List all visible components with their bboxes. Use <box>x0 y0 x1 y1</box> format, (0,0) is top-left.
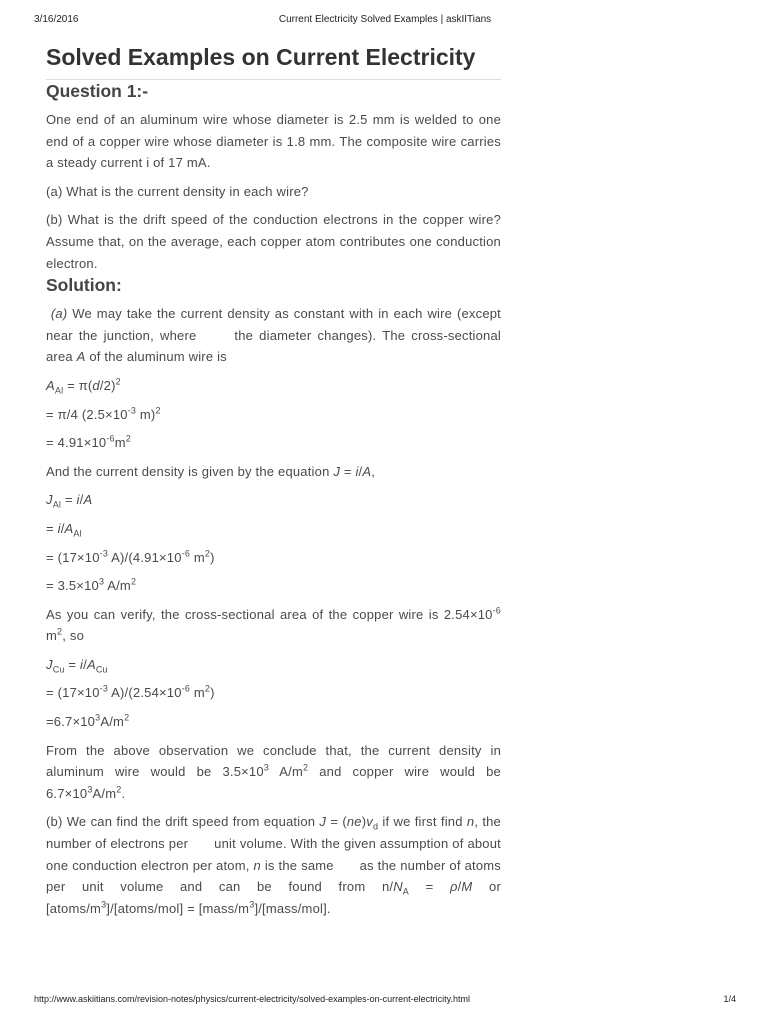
question-part-b: (b) What is the drift speed of the conduction electrons in the copper wire? Assume that, on the average, each copper atom contributes one conduction electron. <box>46 212 501 271</box>
solution-part-a-intro: (a) We may take the current density as constant with in each wire (except near the junction, where the diameter changes). The cross-sectional area A of the aluminum wire is <box>46 306 501 365</box>
equation-j-al-result: = $3.5\times 10^3$ $A/m^2$ <box>46 576 137 594</box>
equation-j-cu: $J_{Cu} = i/A_{Cu}$ <box>46 656 108 675</box>
conclusion-text: From the above observation we conclude that, the current density in aluminum wire would be $3.5\times 10^3$ $A/m^2$ and copper wire would be $6.7\times 10^3A/m^2$. <box>46 742 501 801</box>
solution-part-b: (b) We can find the drift speed from equation $J = (ne)v_d$ if we first find n, the number of electrons per unit volume. With the given assumption of about one conduction electron per atom, n is the same as the number of atoms per unit volume and can be found from $n/N_A = \rho/M$ or $[atoms/m^3]/[atoms/mol]$ = $[mass/m^3]/[mass/mol]$. <box>46 814 501 916</box>
equation-area-al: $A_{Al} = \pi(d/2)^2$ <box>46 376 121 396</box>
print-date: 3/16/2016 <box>34 14 79 25</box>
print-header <box>34 14 736 28</box>
equation-area-al-result: = $4.91\times 10^{-6}m^2$ <box>46 433 132 451</box>
equation-j-al: $J_{Al} = i/A$ <box>46 492 93 510</box>
equation-j-al-3: = ($17\times 10^{-3}$ $A)/(4.91\times 10^{-6}$ $m^2$) <box>46 548 215 565</box>
print-footer <box>34 994 736 1008</box>
question-text: One end of an aluminum wire whose diameter is 2.5 mm is welded to one end of a copper wire whose diameter is 1.8 mm. The composite wire carries a steady current i of 17 mA. <box>46 112 501 171</box>
equation-area-al-sub: = π/4 ($2.5\times 10^{-3}$ m)$^2$ <box>46 405 161 422</box>
question-heading: Question 1:- <box>46 81 149 101</box>
question-part-a: (a) What is the current density in each wire? <box>46 183 309 199</box>
equation-j-cu-result: $=6.7\times 10^3A/m^2$ <box>46 712 130 730</box>
solution-heading: Solution: <box>46 275 122 296</box>
sol-a-label: (a) <box>50 306 68 322</box>
verify-copper-area: As you can verify, the cross-sectional area of the copper wire is $2.54\times 10^{-6}$ $m^2$, so <box>46 605 501 644</box>
page-number: 1/4 <box>723 994 736 1004</box>
equation-j-cu-2: = ($17\times 10^{-3}$ $A)/(2.54\times 10^{-6}$ $m^2$) <box>46 684 215 701</box>
page-title: Solved Examples on Current Electricity <box>46 44 476 70</box>
equation-j-al-2: = $i/A_{Al}$ <box>46 520 82 539</box>
print-doc-title: Current Electricity Solved Examples | askIITians <box>278 14 492 25</box>
article-content <box>46 42 501 919</box>
print-url[interactable]: http://www.askiitians.com/revision-notes/physics/current-electricity/solved-examples-on-current-electricity.html <box>34 994 470 1004</box>
density-intro: And the current density is given by the equation J = i/A, <box>46 463 376 479</box>
